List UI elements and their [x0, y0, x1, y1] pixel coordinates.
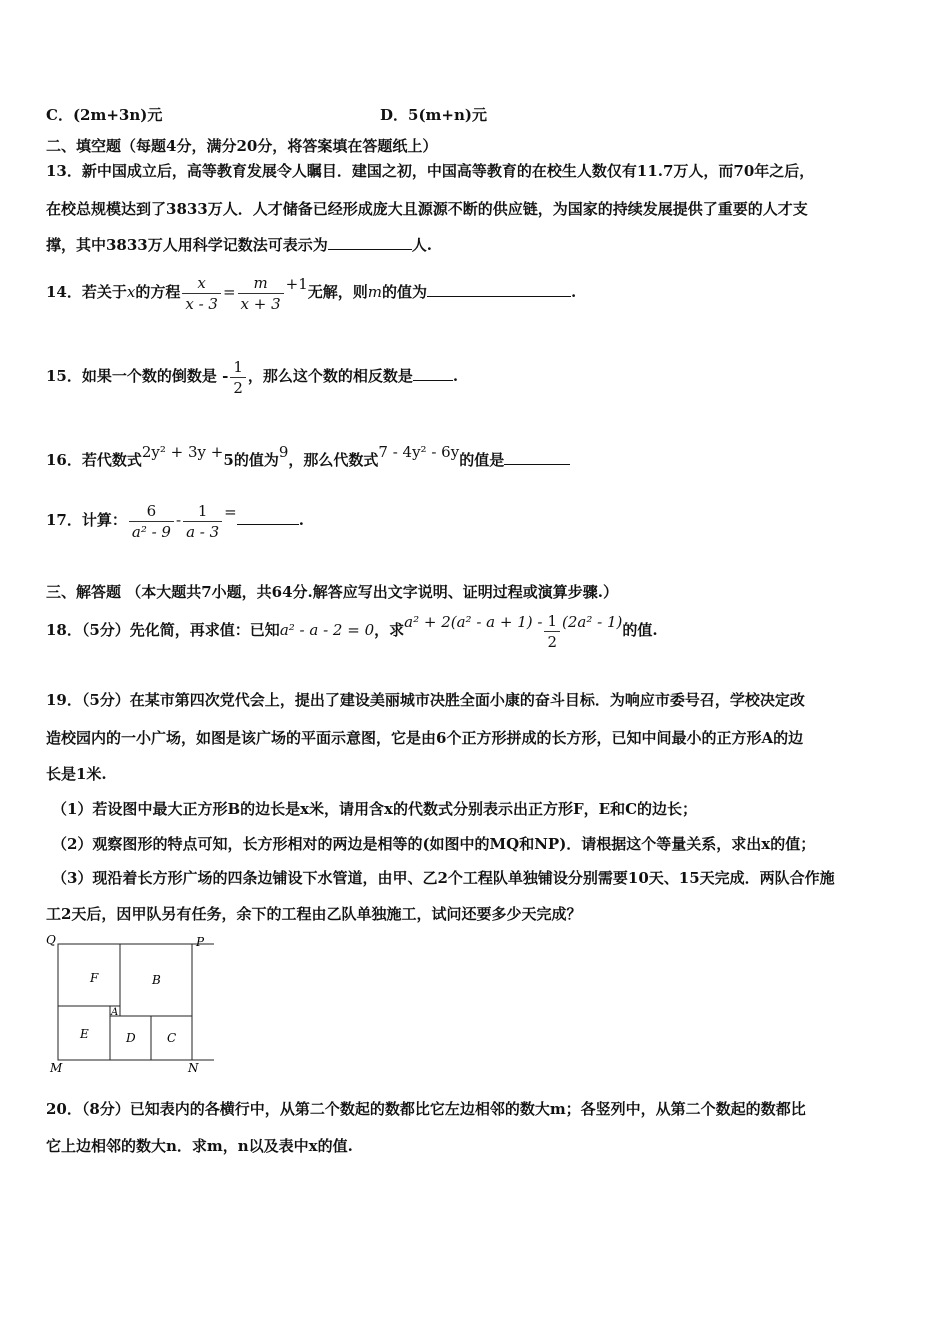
label-f: F	[90, 971, 99, 985]
q15-frac-num: 1	[233, 357, 243, 376]
q19-line3: 长是1米.	[46, 765, 107, 783]
q17-answer-blank	[237, 510, 299, 525]
q16-prefix: 16．若代数式	[46, 451, 142, 469]
q18-mid: ，求	[374, 621, 405, 639]
q14-fraction-1	[182, 273, 221, 314]
q19-sub2: （2）观察图形的特点可知，长方形相对的两边是相等的(如图中的MQ和NP)．请根据这个等量关系，求出x的值；	[52, 835, 816, 853]
q15-fraction	[230, 357, 246, 398]
q18-suffix: 的值.	[622, 621, 658, 639]
q15-frac-den: 2	[230, 377, 246, 398]
q15-end: .	[452, 367, 459, 385]
label-b: B	[152, 973, 161, 987]
q17-frac2-den: a - 3	[183, 521, 222, 542]
q14-var-x: x	[126, 283, 136, 301]
q14-var-m: m	[367, 283, 383, 301]
q18	[46, 610, 658, 652]
q14-frac2-den: x + 3	[238, 293, 284, 314]
q14-prefix: 14．若关于	[46, 283, 127, 301]
q15-suffix: ，那么这个数的相反数是	[247, 367, 413, 385]
section-2-title: 二、填空题（每题4分，满分20分，将答案填在答题纸上）	[46, 137, 438, 155]
q13-text: 撑，其中3833万人用科学记数法可表示为	[46, 236, 328, 254]
q13-tail: 人.	[411, 236, 432, 254]
q15-prefix: 15．如果一个数的倒数是 -	[46, 367, 229, 385]
q18-prefix: 18．（5分）先化简，再求值：已知	[46, 621, 280, 639]
q17-fraction-2	[183, 501, 222, 542]
q14-equals: =	[222, 283, 236, 301]
q14-ask: 的值为	[382, 283, 428, 301]
outer-rectangle	[58, 944, 214, 1060]
option-d: D．5(m+n)元	[380, 106, 487, 124]
q20-line2: 它上边相邻的数大n．求m，n以及表中x的值.	[46, 1137, 353, 1155]
label-d: D	[126, 1031, 136, 1045]
q17-equals: =	[224, 503, 237, 521]
label-q: Q	[46, 934, 56, 947]
q17-frac1-den: a² - 9	[129, 521, 174, 542]
q19-sub3-line1: （3）现沿着长方形广场的四条边铺设下水管道，由甲、乙2个工程队单独铺设分别需要10天、15天完成．两队合作施	[52, 869, 835, 887]
q16	[46, 443, 570, 470]
q19-line1: 19．（5分）在某市第四次党代会上，提出了建设美丽城市决胜全面小康的奋斗目标．为响应市委号召，学校决定改	[46, 691, 805, 709]
q16-suffix: 的值是	[459, 451, 505, 469]
q14-frac1-den: x - 3	[182, 293, 221, 314]
q16-mid: 的值为	[233, 451, 279, 469]
q13-line2: 在校总规模达到了3833万人．人才储备已经形成庞大且源源不断的供应链，为国家的持续发展提供了重要的人才支	[46, 200, 808, 218]
q13-answer-blank	[328, 235, 412, 250]
q18-condition: a² - a - 2 = 0	[279, 621, 375, 639]
q13-line3	[46, 235, 432, 255]
q14-mid: 的方程	[135, 283, 181, 301]
q16-expr1: 2y² + 3y +	[141, 443, 224, 461]
q17-prefix: 17．计算：	[46, 511, 127, 529]
q14	[46, 272, 576, 314]
q14-frac1-num: x	[197, 273, 206, 292]
q16-nine: 9	[278, 443, 289, 461]
label-a: A	[111, 1007, 119, 1018]
q20-line1: 20．（8分）已知表内的各横行中，从第二个数起的数都比它左边相邻的数大m；各竖列中，从第二个数起的数都比	[46, 1100, 806, 1118]
q14-answer-blank	[427, 282, 571, 297]
q17-minus: -	[175, 511, 182, 529]
q18-fraction	[544, 611, 560, 652]
q18-frac-den: 2	[544, 631, 560, 652]
q19-line2: 造校园内的一小广场，如图是该广场的平面示意图，它是由6个正方形拼成的长方形，已知中间最小的正方形A的边	[46, 729, 804, 747]
q13-line1: 13．新中国成立后，高等教育发展令人瞩目．建国之初，中国高等教育的在校生人数仅有11.7万人，而70年之后，	[46, 162, 815, 180]
section-3-title: 三、解答题 （本大题共7小题，共64分.解答应写出文字说明、证明过程或演算步骤.）	[46, 583, 618, 601]
q15-answer-blank	[413, 366, 453, 381]
q17	[46, 500, 304, 542]
q18-frac-num: 1	[547, 611, 557, 630]
squares-figure	[44, 934, 214, 1076]
q18-expr-b: (2a² - 1)	[562, 613, 623, 631]
q17-frac1-num: 6	[146, 501, 157, 520]
q17-end: .	[298, 511, 304, 529]
label-m: M	[50, 1061, 63, 1075]
label-n: N	[188, 1061, 199, 1075]
label-p: P	[196, 935, 205, 949]
q19-sub1: （1）若设图中最大正方形B的边长是x米，请用含x的代数式分别表示出正方形F，E和C的边长；	[52, 800, 698, 818]
option-c: C．(2m+3n)元	[46, 106, 163, 124]
q14-end: .	[571, 283, 577, 301]
square-f	[58, 944, 120, 1006]
q15	[46, 356, 458, 398]
q19-sub3-line2: 工2天后，因甲队另有任务，余下的工程由乙队单独施工，试问还要多少天完成？	[46, 905, 582, 923]
q16-answer-blank	[504, 450, 570, 465]
q17-fraction-1	[129, 501, 174, 542]
q16-mid2: ，那么代数式	[288, 451, 379, 469]
label-c: C	[167, 1031, 177, 1045]
q14-after: 无解，则	[307, 283, 368, 301]
q14-plus-one: +1	[285, 275, 308, 293]
label-e: E	[80, 1027, 89, 1041]
q16-five: 5	[223, 451, 234, 469]
q18-expr-a: a² + 2(a² - a + 1) -	[404, 613, 543, 631]
q14-frac2-num: m	[253, 273, 268, 292]
q14-fraction-2	[238, 273, 284, 314]
q16-expr2: 7 - 4y² - 6y	[378, 443, 460, 461]
q17-frac2-num: 1	[197, 501, 208, 520]
